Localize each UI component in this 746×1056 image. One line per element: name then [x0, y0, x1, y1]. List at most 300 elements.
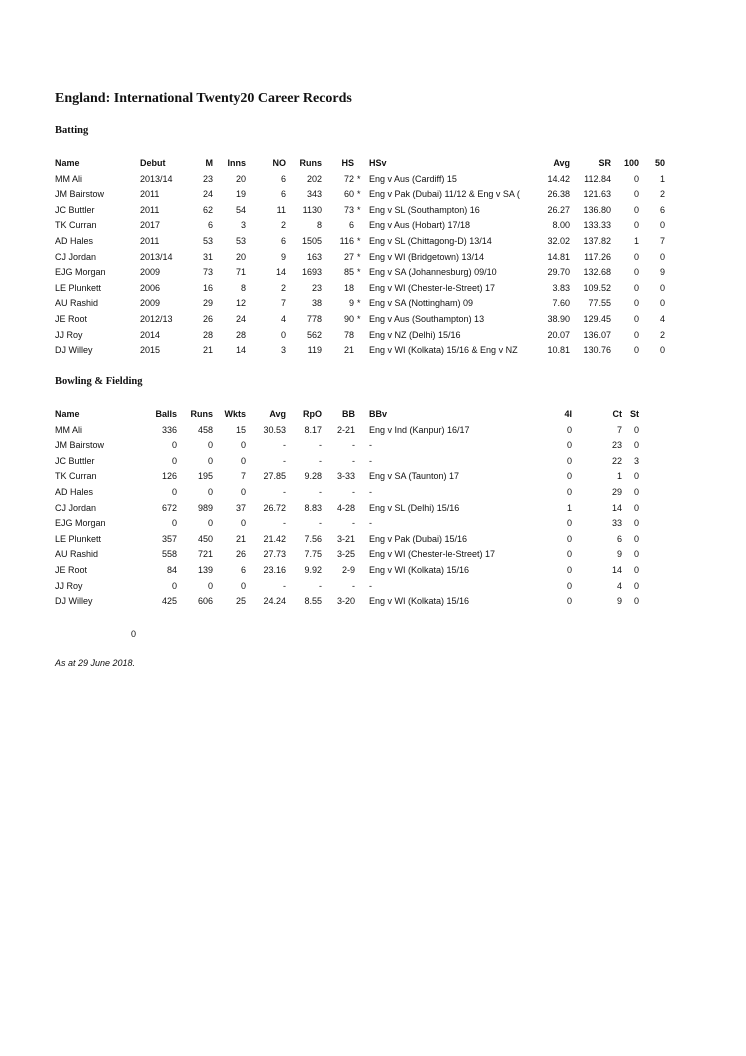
batting-debut-cell: 2011 — [140, 204, 160, 215]
batting-matches-cell: 16 — [202, 282, 213, 293]
batting-fifties-cell: 9 — [659, 267, 665, 278]
batting-runs-cell: 1693 — [301, 267, 322, 278]
batting-matches-cell: 21 — [202, 345, 213, 356]
batting-matches-cell: 73 — [202, 267, 213, 278]
batting-high-score-cell: HS — [341, 158, 354, 168]
bowling-wickets-cell: 25 — [235, 596, 246, 607]
batting-high-score-venue-cell: Eng v Aus (Southampton) 13 — [369, 314, 485, 324]
bowling-balls-cell: 84 — [166, 565, 177, 575]
bowling-best-bowling-venue-cell: - — [369, 487, 372, 497]
bowling-name-cell: CJ Jordan — [55, 502, 97, 513]
batting-not-out-marker-cell: * — [357, 314, 361, 324]
bowling-name-cell: JM Bairstow — [55, 440, 105, 451]
batting-debut-cell: 2013/14 — [140, 173, 173, 184]
batting-average-cell: 8.00 — [552, 220, 570, 231]
batting-hundreds-cell: 0 — [633, 267, 639, 278]
batting-debut-cell: 2012/13 — [140, 314, 173, 324]
bowling-runs-cell: 450 — [197, 533, 213, 544]
batting-matches-cell: 29 — [202, 298, 213, 309]
batting-innings-cell: 71 — [235, 267, 246, 278]
bowling-balls-cell: 0 — [171, 580, 177, 591]
batting-innings-cell: 54 — [235, 204, 246, 215]
bowling-runs-per-over-cell: - — [319, 580, 322, 591]
batting-high-score-cell: 116 — [339, 236, 354, 246]
batting-debut-cell: 2009 — [140, 267, 161, 278]
bowling-runs-per-over-cell: 8.17 — [304, 424, 322, 435]
batting-high-score-cell: 73 — [343, 204, 354, 215]
batting-matches-cell: 23 — [202, 173, 213, 184]
bowling-catches-cell: 4 — [616, 580, 622, 591]
batting-name-cell: LE Plunkett — [55, 282, 102, 293]
bowling-stumpings-cell: 0 — [633, 424, 639, 435]
batting-not-outs-cell: 2 — [280, 282, 286, 293]
bowling-runs-per-over-cell: RpO — [303, 409, 322, 419]
bowling-name-cell: JC Buttler — [55, 455, 95, 466]
batting-hundreds-cell: 0 — [633, 189, 639, 200]
batting-hundreds-cell: 0 — [633, 251, 639, 262]
bowling-runs-cell: 195 — [197, 471, 213, 482]
batting-fifties-cell: 0 — [659, 220, 665, 231]
bowling-balls-cell: 425 — [161, 596, 177, 607]
batting-average-cell: 26.27 — [547, 204, 570, 215]
batting-runs-cell: 23 — [311, 282, 322, 293]
batting-runs-cell: 119 — [307, 345, 322, 356]
batting-innings-cell: 8 — [240, 282, 246, 293]
batting-fifties-cell: 6 — [659, 204, 665, 215]
batting-high-score-cell: 21 — [343, 345, 354, 356]
bowling-name-cell: DJ Willey — [55, 596, 93, 607]
batting-debut-cell: 2011 — [140, 236, 160, 246]
bowling-four-wickets-cell: 4I — [564, 409, 572, 419]
bowling-name-cell: AD Hales — [55, 487, 94, 497]
batting-name-cell: MM Ali — [55, 173, 82, 184]
bowling-balls-cell: 0 — [171, 455, 177, 466]
batting-high-score-venue-cell: Eng v WI (Kolkata) 15/16 & Eng v NZ — [369, 345, 518, 356]
bowling-wickets-cell: 0 — [240, 518, 246, 529]
bowling-runs-cell: 721 — [197, 549, 213, 560]
batting-strike-rate-cell: 137.82 — [583, 236, 611, 246]
batting-not-out-marker-cell: * — [357, 251, 361, 262]
bowling-name-cell: LE Plunkett — [55, 533, 102, 544]
batting-fifties-cell: 2 — [659, 329, 665, 340]
batting-name-cell: JM Bairstow — [55, 189, 105, 200]
bowling-average-cell: 21.42 — [263, 533, 286, 544]
batting-average-cell: 14.81 — [547, 251, 570, 262]
batting-average-cell: 26.38 — [547, 189, 570, 200]
bowling-best-bowling-cell: - — [352, 580, 355, 591]
batting-innings-cell: 24 — [235, 314, 246, 324]
bowling-runs-cell: 139 — [197, 565, 213, 575]
bowling-wickets-cell: 15 — [235, 424, 246, 435]
bowling-catches-cell: 1 — [616, 471, 622, 482]
bowling-best-bowling-venue-cell: Eng v WI (Kolkata) 15/16 — [369, 596, 470, 607]
batting-average-cell: 14.42 — [547, 173, 570, 184]
batting-runs-cell: 1130 — [302, 204, 322, 215]
batting-innings-cell: 20 — [235, 173, 246, 184]
bowling-balls-cell: 0 — [171, 518, 177, 529]
bowling-balls-cell: 126 — [161, 471, 177, 482]
bowling-balls-cell: Balls — [155, 409, 177, 419]
batting-fifties-cell: 50 — [654, 158, 665, 168]
batting-not-out-marker-cell: * — [357, 267, 361, 278]
batting-innings-cell: 14 — [235, 345, 246, 356]
batting-innings-cell: 3 — [240, 220, 246, 231]
bowling-name-cell: JE Root — [55, 565, 88, 575]
bowling-stumpings-cell: 0 — [633, 502, 639, 513]
batting-not-outs-cell: 7 — [280, 298, 286, 309]
batting-runs-cell: 163 — [306, 251, 322, 262]
bowling-name-cell: AU Rashid — [55, 549, 99, 560]
bowling-runs-per-over-cell: 8.55 — [304, 596, 322, 607]
bowling-average-cell: - — [283, 455, 286, 466]
batting-average-cell: Avg — [553, 158, 570, 168]
batting-matches-cell: M — [205, 158, 213, 168]
batting-debut-cell: 2014 — [140, 329, 161, 340]
batting-strike-rate-cell: 136.07 — [583, 329, 611, 340]
batting-hundreds-cell: 1 — [633, 236, 639, 246]
bowling-balls-cell: 0 — [171, 440, 177, 451]
batting-name-cell: JJ Roy — [55, 329, 83, 340]
bowling-runs-per-over-cell: 9.92 — [304, 565, 322, 575]
batting-high-score-venue-cell: Eng v Pak (Dubai) 11/12 & Eng v SA ( — [369, 189, 520, 200]
batting-hundreds-cell: 0 — [633, 204, 639, 215]
batting-hundreds-cell: 0 — [633, 173, 639, 184]
bowling-stumpings-cell: 0 — [633, 518, 639, 529]
bowling-runs-per-over-cell: 7.75 — [304, 549, 322, 560]
batting-matches-cell: 53 — [202, 236, 213, 246]
batting-name-cell: AD Hales — [55, 236, 94, 246]
bowling-four-wickets-cell: 0 — [566, 533, 572, 544]
bowling-four-wickets-cell: 0 — [566, 549, 572, 560]
batting-innings-cell: 53 — [235, 236, 246, 246]
batting-not-outs-cell: 3 — [280, 345, 286, 356]
bowling-average-cell: 26.72 — [263, 502, 286, 513]
batting-high-score-cell: 9 — [348, 298, 354, 309]
bowling-four-wickets-cell: 0 — [566, 565, 572, 575]
bowling-four-wickets-cell: 1 — [566, 502, 572, 513]
bowling-four-wickets-cell: 0 — [566, 580, 572, 591]
batting-runs-cell: 202 — [306, 173, 322, 184]
batting-hundreds-cell: 100 — [623, 158, 639, 168]
bowling-stumpings-cell: 0 — [633, 533, 639, 544]
batting-innings-cell: 20 — [235, 251, 246, 262]
bowling-wickets-cell: 6 — [240, 565, 246, 575]
batting-runs-cell: 8 — [316, 220, 322, 231]
batting-hundreds-cell: 0 — [633, 329, 639, 340]
batting-fifties-cell: 0 — [659, 282, 665, 293]
batting-innings-cell: 19 — [235, 189, 246, 200]
bowling-stumpings-cell: 3 — [633, 455, 639, 466]
batting-not-outs-cell: 14 — [275, 267, 286, 278]
bowling-average-cell: 24.24 — [263, 596, 286, 607]
batting-hundreds-cell: 0 — [633, 282, 639, 293]
batting-not-outs-cell: 0 — [280, 329, 286, 340]
bowling-best-bowling-venue-cell: Eng v Pak (Dubai) 15/16 — [369, 533, 468, 544]
bowling-four-wickets-cell: 0 — [566, 424, 572, 435]
batting-not-out-marker-cell: * — [357, 204, 361, 215]
batting-high-score-venue-cell: Eng v SL (Chittagong-D) 13/14 — [369, 236, 492, 246]
bowling-catches-cell: 9 — [616, 596, 622, 607]
bowling-best-bowling-cell: 3-21 — [336, 533, 355, 544]
batting-innings-cell: 28 — [235, 329, 246, 340]
batting-debut-cell: 2011 — [140, 189, 160, 200]
bowling-best-bowling-venue-cell: BBv — [369, 409, 388, 419]
batting-name-cell: DJ Willey — [55, 345, 93, 356]
bowling-four-wickets-cell: 0 — [566, 487, 572, 497]
bowling-best-bowling-venue-cell: - — [369, 440, 372, 451]
batting-matches-cell: 28 — [202, 329, 213, 340]
batting-high-score-cell: 90 — [343, 314, 354, 324]
bowling-best-bowling-venue-cell: - — [369, 518, 372, 529]
batting-average-cell: 7.60 — [552, 298, 570, 309]
batting-not-out-marker-cell: * — [357, 173, 361, 184]
bowling-heading: Bowling & Fielding — [55, 376, 143, 387]
bowling-stumpings-cell: 0 — [633, 596, 639, 607]
batting-runs-cell: 778 — [306, 314, 322, 324]
batting-fifties-cell: 4 — [659, 314, 665, 324]
bowling-best-bowling-cell: 2-9 — [341, 565, 355, 575]
bowling-average-cell: - — [283, 518, 286, 529]
bowling-runs-cell: 989 — [197, 502, 213, 513]
batting-name-cell: EJG Morgan — [55, 267, 106, 278]
batting-strike-rate-cell: 112.84 — [584, 173, 611, 184]
bowling-best-bowling-cell: 3-25 — [336, 549, 355, 560]
batting-high-score-cell: 18 — [343, 282, 354, 293]
bowling-stumpings-cell: 0 — [633, 565, 639, 575]
batting-not-outs-cell: 6 — [280, 189, 286, 200]
batting-fifties-cell: 0 — [659, 345, 665, 356]
batting-high-score-venue-cell: Eng v Aus (Hobart) 17/18 — [369, 220, 471, 231]
batting-high-score-cell: 78 — [343, 329, 354, 340]
bowling-balls-cell: 336 — [161, 424, 177, 435]
bowling-best-bowling-venue-cell: Eng v Ind (Kanpur) 16/17 — [369, 424, 470, 435]
bowling-catches-cell: 23 — [611, 440, 622, 451]
bowling-four-wickets-cell: 0 — [566, 518, 572, 529]
batting-high-score-cell: 6 — [348, 220, 354, 231]
batting-not-outs-cell: 6 — [280, 236, 286, 246]
batting-fifties-cell: 7 — [659, 236, 665, 246]
bowling-balls-cell: 672 — [161, 502, 177, 513]
bowling-runs-per-over-cell: - — [319, 518, 322, 529]
as-at-note: As at 29 June 2018. — [55, 658, 136, 668]
batting-runs-cell: 1505 — [301, 236, 322, 246]
batting-name-cell: AU Rashid — [55, 298, 99, 309]
bowling-catches-cell: Ct — [612, 409, 622, 419]
bowling-four-wickets-cell: 0 — [566, 471, 572, 482]
bowling-average-cell: - — [283, 487, 286, 497]
bowling-catches-cell: 22 — [611, 455, 622, 466]
bowling-runs-per-over-cell: 8.83 — [304, 502, 322, 513]
bowling-wickets-cell: Wkts — [224, 409, 246, 419]
bowling-runs-cell: 458 — [197, 424, 213, 435]
bowling-wickets-cell: 0 — [240, 487, 246, 497]
batting-hundreds-cell: 0 — [633, 298, 639, 309]
batting-fifties-cell: 0 — [659, 298, 665, 309]
batting-hundreds-cell: 0 — [633, 220, 639, 231]
batting-average-cell: 20.07 — [547, 329, 570, 340]
batting-strike-rate-cell: 77.55 — [588, 298, 611, 309]
bowling-best-bowling-venue-cell: Eng v WI (Chester-le-Street) 17 — [369, 549, 496, 560]
batting-high-score-venue-cell: HSv — [369, 158, 387, 168]
batting-high-score-venue-cell: Eng v SA (Nottingham) 09 — [369, 298, 474, 309]
bowling-stumpings-cell: St — [630, 409, 639, 419]
bowling-name-cell: MM Ali — [55, 424, 82, 435]
bowling-stumpings-cell: 0 — [633, 580, 639, 591]
batting-strike-rate-cell: SR — [598, 158, 611, 168]
batting-not-out-marker-cell: * — [357, 189, 361, 200]
bowling-catches-cell: 14 — [611, 565, 622, 575]
batting-innings-cell: Inns — [227, 158, 246, 168]
bowling-balls-cell: 558 — [161, 549, 177, 560]
batting-matches-cell: 24 — [202, 189, 213, 200]
bowling-best-bowling-cell: BB — [342, 409, 355, 419]
batting-not-out-marker-cell: * — [357, 236, 361, 246]
batting-hundreds-cell: 0 — [633, 345, 639, 356]
bowling-best-bowling-venue-cell: Eng v WI (Kolkata) 15/16 — [369, 565, 470, 575]
bowling-best-bowling-cell: 3-20 — [336, 596, 355, 607]
batting-strike-rate-cell: 133.33 — [583, 220, 611, 231]
batting-high-score-cell: 72 — [343, 173, 354, 184]
bowling-stumpings-cell: 0 — [633, 440, 639, 451]
batting-matches-cell: 6 — [207, 220, 213, 231]
batting-high-score-venue-cell: Eng v SA (Johannesburg) 09/10 — [369, 267, 497, 278]
bowling-wickets-cell: 0 — [240, 440, 246, 451]
bowling-stumpings-cell: 0 — [633, 549, 639, 560]
batting-debut-cell: 2017 — [140, 220, 161, 231]
bowling-wickets-cell: 26 — [235, 549, 246, 560]
batting-not-outs-cell: 4 — [280, 314, 286, 324]
batting-matches-cell: 62 — [202, 204, 213, 215]
batting-matches-cell: 26 — [202, 314, 213, 324]
bowling-best-bowling-cell: - — [352, 440, 355, 451]
bowling-average-cell: 27.73 — [263, 549, 286, 560]
bowling-runs-cell: 0 — [207, 518, 213, 529]
bowling-balls-cell: 357 — [161, 533, 177, 544]
batting-fifties-cell: 1 — [659, 173, 665, 184]
batting-heading: Batting — [55, 125, 89, 136]
batting-runs-cell: 562 — [306, 329, 322, 340]
batting-innings-cell: 12 — [235, 298, 246, 309]
bowling-wickets-cell: 21 — [235, 533, 246, 544]
bowling-stumpings-cell: 0 — [633, 471, 639, 482]
bowling-name-cell: EJG Morgan — [55, 518, 106, 529]
bowling-wickets-cell: 0 — [240, 580, 246, 591]
bowling-runs-cell: Runs — [190, 409, 213, 419]
bowling-catches-cell: 33 — [611, 518, 622, 529]
bowling-runs-per-over-cell: 9.28 — [304, 471, 322, 482]
bowling-stumpings-cell: 0 — [633, 487, 639, 497]
bowling-four-wickets-cell: 0 — [566, 440, 572, 451]
bowling-best-bowling-cell: 3-33 — [336, 471, 355, 482]
batting-matches-cell: 31 — [202, 251, 213, 262]
page-title: England: International Twenty20 Career Records — [55, 91, 352, 106]
batting-strike-rate-cell: 136.80 — [583, 204, 611, 215]
bowling-name-cell: JJ Roy — [55, 580, 83, 591]
batting-name-cell: JC Buttler — [55, 204, 95, 215]
batting-high-score-cell: 60 — [343, 189, 354, 200]
bowling-four-wickets-cell: 0 — [566, 596, 572, 607]
batting-high-score-cell: 27 — [343, 251, 354, 262]
bowling-runs-per-over-cell: - — [319, 455, 322, 466]
bowling-runs-cell: 0 — [207, 487, 213, 497]
bowling-best-bowling-cell: - — [352, 455, 355, 466]
batting-fifties-cell: 2 — [659, 189, 665, 200]
batting-strike-rate-cell: 132.68 — [583, 267, 611, 278]
bowling-runs-cell: 0 — [207, 455, 213, 466]
bowling-name-cell: Name — [55, 409, 80, 419]
bowling-average-cell: - — [283, 440, 286, 451]
batting-strike-rate-cell: 121.63 — [583, 189, 611, 200]
batting-debut-cell: Debut — [140, 158, 166, 168]
bowling-best-bowling-cell: - — [352, 518, 355, 529]
bowling-best-bowling-venue-cell: Eng v SA (Taunton) 17 — [369, 471, 460, 482]
batting-not-outs-cell: 9 — [280, 251, 286, 262]
bowling-wickets-cell: 0 — [240, 455, 246, 466]
bowling-average-cell: 23.16 — [263, 565, 286, 575]
batting-name-cell: JE Root — [55, 314, 88, 324]
bowling-catches-cell: 14 — [611, 502, 622, 513]
bowling-average-cell: 27.85 — [263, 471, 286, 482]
batting-not-outs-cell: 6 — [280, 173, 286, 184]
batting-not-outs-cell: 2 — [280, 220, 286, 231]
batting-average-cell: 29.70 — [547, 267, 570, 278]
bowling-best-bowling-cell: 4-28 — [336, 502, 355, 513]
batting-high-score-venue-cell: Eng v NZ (Delhi) 15/16 — [369, 329, 461, 340]
batting-name-cell: TK Curran — [55, 220, 97, 231]
batting-not-outs-cell: 11 — [276, 204, 286, 215]
batting-debut-cell: 2015 — [140, 345, 161, 356]
batting-runs-cell: 38 — [311, 298, 322, 309]
bowling-catches-cell: 7 — [616, 424, 622, 435]
batting-not-outs-cell: NO — [272, 158, 286, 168]
bowling-catches-cell: 29 — [611, 487, 622, 497]
batting-name-cell: Name — [55, 158, 80, 168]
bowling-best-bowling-cell: 2-21 — [336, 424, 355, 435]
batting-average-cell: 32.02 — [547, 236, 570, 246]
batting-runs-cell: Runs — [299, 158, 322, 168]
batting-fifties-cell: 0 — [659, 251, 665, 262]
batting-high-score-cell: 85 — [343, 267, 354, 278]
batting-high-score-venue-cell: Eng v WI (Chester-le-Street) 17 — [369, 282, 496, 293]
batting-debut-cell: 2009 — [140, 298, 161, 309]
bowling-wickets-cell: 7 — [240, 471, 246, 482]
batting-not-out-marker-cell: * — [357, 298, 361, 309]
batting-debut-cell: 2013/14 — [140, 251, 173, 262]
bowling-runs-cell: 0 — [207, 580, 213, 591]
batting-debut-cell: 2006 — [140, 282, 161, 293]
batting-high-score-venue-cell: Eng v WI (Bridgetown) 13/14 — [369, 251, 485, 262]
batting-hundreds-cell: 0 — [633, 314, 639, 324]
batting-average-cell: 10.81 — [547, 345, 570, 356]
bowling-catches-cell: 6 — [616, 533, 622, 544]
batting-high-score-venue-cell: Eng v Aus (Cardiff) 15 — [369, 173, 457, 184]
bowling-average-cell: Avg — [269, 409, 286, 419]
batting-average-cell: 38.90 — [547, 314, 570, 324]
batting-high-score-venue-cell: Eng v SL (Southampton) 16 — [369, 204, 480, 215]
batting-strike-rate-cell: 109.52 — [583, 282, 611, 293]
bowling-runs-per-over-cell: 7.56 — [304, 533, 322, 544]
batting-strike-rate-cell: 117.26 — [584, 251, 611, 262]
bowling-balls-cell: 0 — [171, 487, 177, 497]
bowling-best-bowling-venue-cell: Eng v SL (Delhi) 15/16 — [369, 502, 460, 513]
stray-value: 0 — [131, 629, 137, 639]
bowling-best-bowling-venue-cell: - — [369, 455, 372, 466]
bowling-average-cell: - — [283, 580, 286, 591]
bowling-runs-cell: 0 — [207, 440, 213, 451]
bowling-best-bowling-cell: - — [352, 487, 355, 497]
bowling-catches-cell: 9 — [616, 549, 622, 560]
bowling-average-cell: 30.53 — [263, 424, 286, 435]
